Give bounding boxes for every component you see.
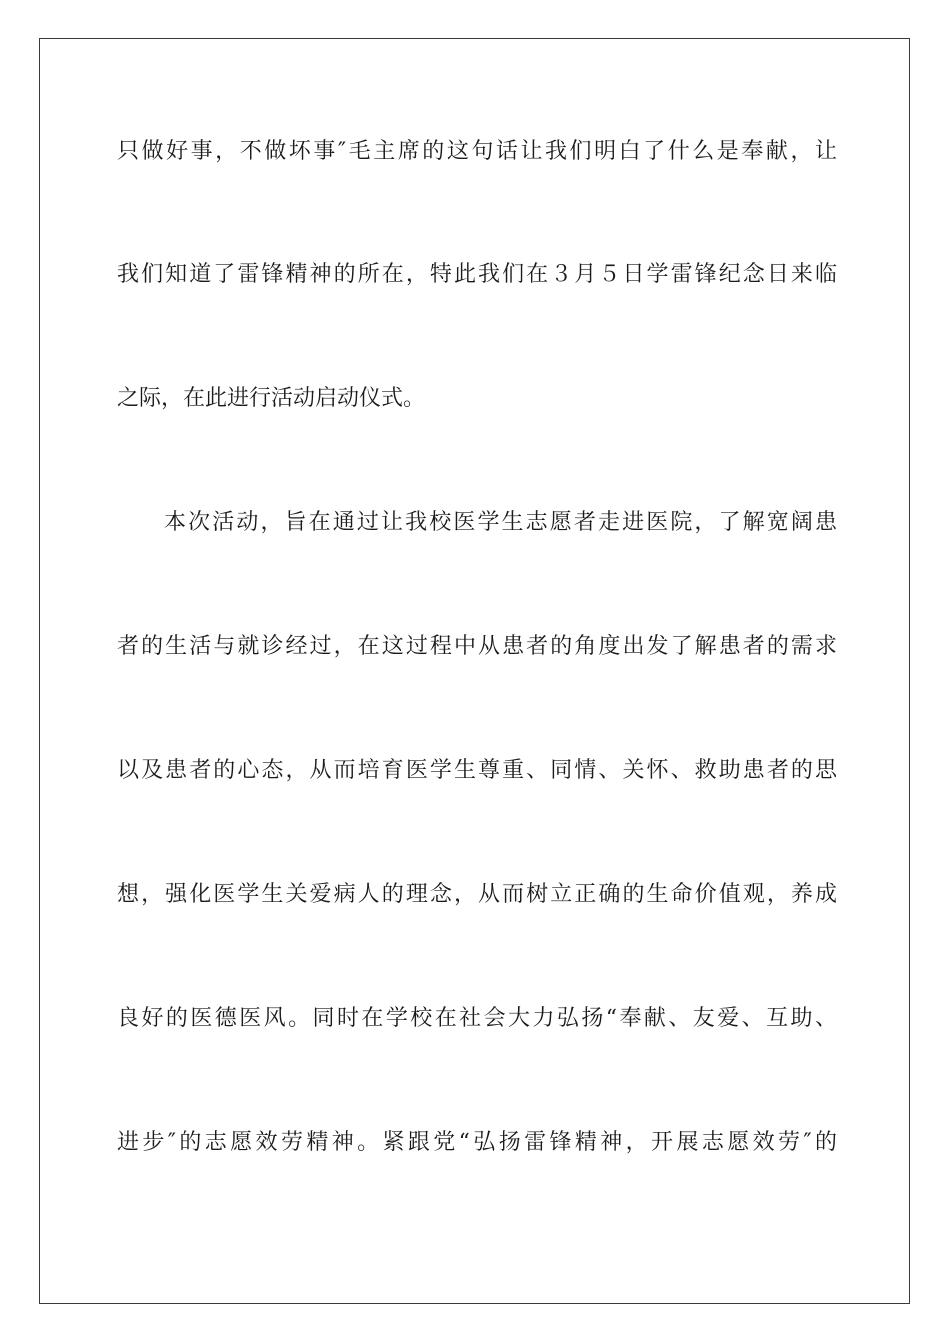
text-line-2: 我们知道了雷锋精神的所在，特此我们在３月５日学雷锋纪念日来临 (117, 262, 837, 287)
text-line-6: 以及患者的心态，从而培育医学生尊重、同情、关怀、救助患者的思 (117, 758, 837, 783)
text-line-1: 只做好事，不做坏事″毛主席的这句话让我们明白了什么是奉献，让 (117, 139, 837, 164)
text-line-8: 良好的医德医风。同时在学校在社会大力弘扬“奉献、友爱、互助、 (117, 1006, 837, 1031)
text-line-9: 进步″的志愿效劳精神。紧跟党“弘扬雷锋精神，开展志愿效劳″的 (117, 1130, 837, 1155)
text-line-3: 之际，在此进行活动启动仪式。 (117, 386, 426, 411)
text-line-5: 者的生活与就诊经过，在这过程中从患者的角度出发了解患者的需求 (117, 634, 837, 659)
text-line-7: 想，强化医学生关爱病人的理念，从而树立正确的生命价值观，养成 (117, 882, 837, 907)
page-border (39, 38, 910, 1304)
text-line-4: 本次活动，旨在通过让我校医学生志愿者走进医院，了解宽阔患 (164, 510, 837, 535)
